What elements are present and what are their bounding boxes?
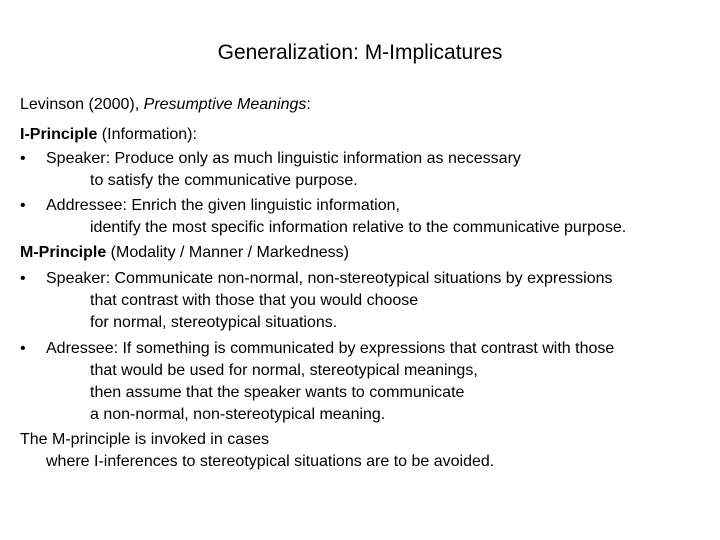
- m-addressee-line-4: a non-normal, non-stereotypical meaning.: [90, 406, 386, 423]
- conclusion-line-1: The M-principle is invoked in cases: [20, 431, 269, 448]
- i-principle-paren: (Information):: [97, 126, 197, 143]
- i-addressee-line-2: identify the most specific information relative to the communicative purpose.: [90, 219, 627, 236]
- m-addressee-line-1: Adressee: If something is communicated by expressions that contrast with those: [46, 340, 615, 357]
- source-citation: [20, 95, 311, 115]
- i-principle-heading: [20, 125, 197, 145]
- m-principle-heading: [20, 243, 349, 263]
- conclusion-line-2: where I-inferences to stereotypical situations are to be avoided.: [46, 453, 495, 470]
- bullet-icon: •: [20, 197, 26, 214]
- i-speaker-line-1: Speaker: Produce only as much linguistic information as necessary: [46, 150, 521, 167]
- m-speaker-line-1: Speaker: Communicate non-normal, non-stereotypical situations by expressions: [46, 270, 613, 287]
- m-addressee-line-3: then assume that the speaker wants to communicate: [90, 384, 465, 401]
- m-principle-name: M-Principle: [20, 244, 107, 261]
- slide-title: Generalization: M-Implicatures: [217, 41, 503, 64]
- bullet-icon: •: [20, 150, 26, 167]
- i-principle-name: I-Principle: [20, 126, 98, 143]
- source-book-title: Presumptive Meanings: [143, 96, 307, 113]
- m-addressee-line-2: that would be used for normal, stereotypical meanings,: [90, 362, 478, 379]
- m-speaker-line-2: that contrast with those that you would choose: [90, 292, 419, 309]
- source-author-year: Levinson (2000),: [20, 96, 144, 113]
- m-principle-paren: (Modality / Manner / Markedness): [106, 244, 349, 261]
- bullet-icon: •: [20, 270, 26, 287]
- source-colon: :: [306, 96, 311, 113]
- i-speaker-line-2: to satisfy the communicative purpose.: [90, 172, 358, 189]
- i-addressee-line-1: Addressee: Enrich the given linguistic information,: [46, 197, 400, 214]
- m-speaker-line-3: for normal, stereotypical situations.: [90, 314, 338, 331]
- bullet-icon: •: [20, 340, 26, 357]
